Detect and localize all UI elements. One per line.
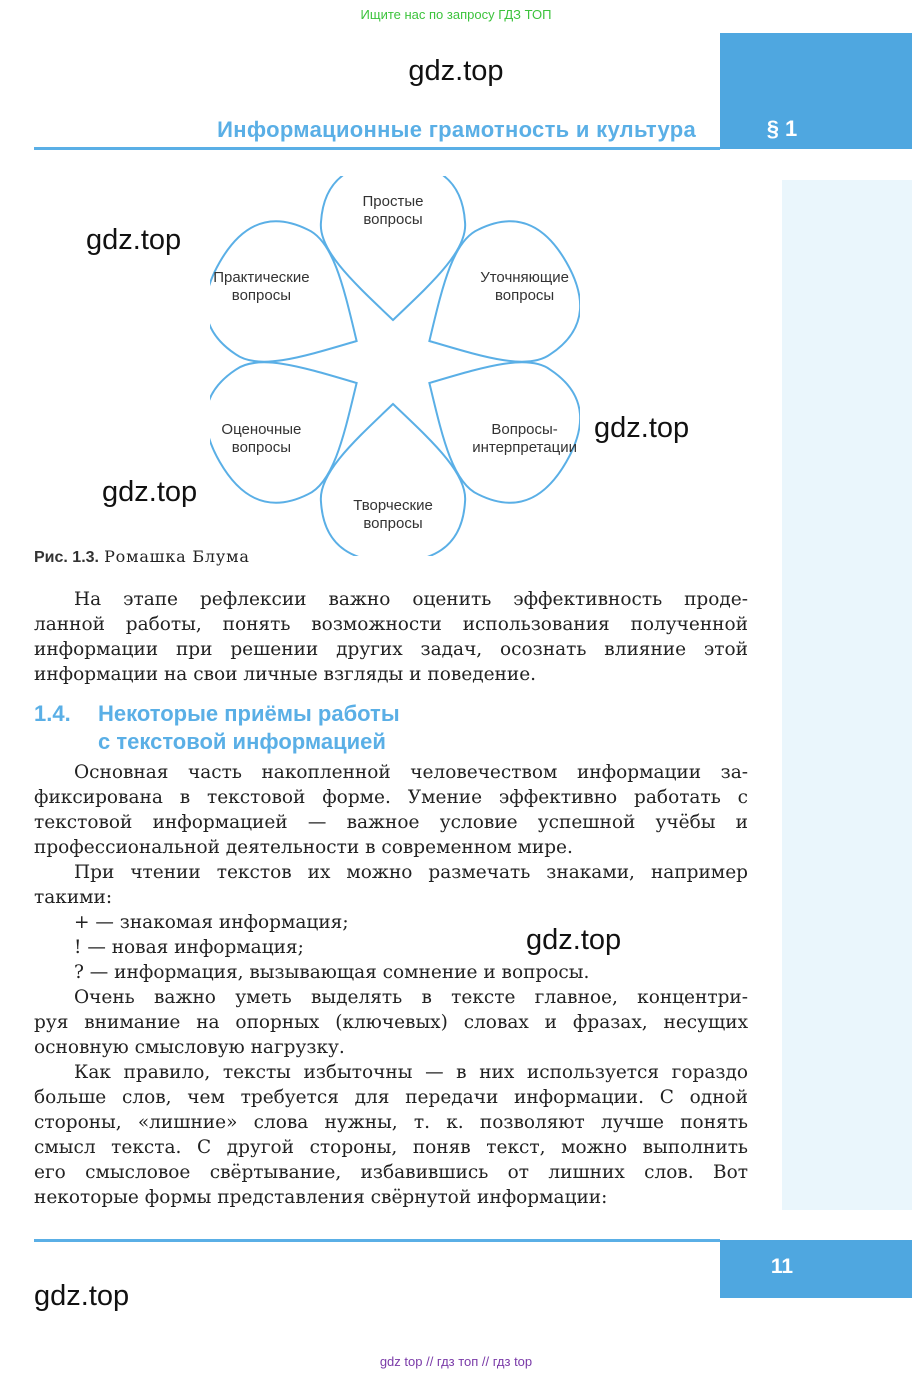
watermark-left: gdz.top	[86, 224, 182, 256]
petal-label: Уточняющие	[480, 269, 569, 286]
paragraph-3-line: такими:	[34, 887, 113, 908]
petal-label: вопросы	[231, 287, 292, 304]
petal-label: вопросы	[494, 287, 555, 304]
watermark-lower-left: gdz.top	[102, 476, 198, 508]
paragraph-5-line: Как правило, тексты избыточны — в них используется гораздо	[74, 1062, 748, 1083]
paragraph-5-line: больше слов, чем требуется для передачи информации. С одной	[34, 1087, 748, 1108]
paragraph-5-line: его смысловое свёртывание, избавившись от лишних слов. Вот	[34, 1162, 748, 1183]
petal-label: вопросы	[231, 439, 292, 456]
petal-label: Простые	[362, 193, 424, 210]
paragraph-4-line: руя внимание на опорных (ключевых) словах и фразах, несущих	[34, 1012, 748, 1033]
paragraph-4-line: Очень важно уметь выделять в тексте главное, концентри-	[74, 987, 748, 1008]
watermark-middle: gdz.top	[526, 924, 622, 956]
section-heading	[34, 700, 400, 756]
petal-label: Практические	[213, 269, 310, 286]
mark-doubt: ? — информация, вызывающая сомнение и вопросы.	[74, 962, 590, 983]
mark-known: + — знакомая информация;	[74, 912, 349, 933]
bloom-chamomile-diagram	[210, 176, 580, 556]
footer-rule	[34, 1239, 720, 1242]
paragraph-5-line: некоторые формы представления свёрнутой информации:	[34, 1187, 608, 1208]
page-number: 11	[770, 1255, 794, 1278]
section-title-line-1: Некоторые приёмы работы	[98, 701, 400, 726]
paragraph-5-line: смысл текста. С другой стороны, поняв текст, можно выполнить	[34, 1137, 748, 1158]
figure-number: Рис. 1.3.	[34, 549, 99, 566]
chapter-title: Информационные грамотность и культура	[217, 117, 696, 142]
section-label: § 1	[766, 116, 798, 141]
watermark-footer: gdz.top	[34, 1280, 130, 1312]
paragraph-2-line: текстовой информацией — важное условие успешной учёбы и	[34, 812, 748, 833]
section-title-line-2: с текстовой информацией	[98, 729, 386, 754]
paragraph-2-line: профессиональной деятельности в современном мире.	[34, 837, 573, 858]
petal-label: интерпретации	[472, 439, 577, 456]
paragraph-3-line: При чтении текстов их можно размечать знаками, например	[74, 862, 748, 883]
petal-label: вопросы	[363, 515, 423, 532]
header-rule	[34, 147, 720, 150]
figure-text: Ромашка Блума	[104, 547, 250, 566]
paragraph-1-line: информации при решении других задач, осознать влияние этой	[34, 639, 748, 660]
section-number: 1.4.	[34, 701, 71, 726]
paragraph-2-line: Основная часть накопленной человечеством информации за-	[74, 762, 748, 783]
side-panel	[782, 180, 912, 1210]
petal-label: Оценочные	[221, 421, 302, 438]
paragraph-5-line: стороны, «лишние» слова нужны, т. к. позволяют лучше понять	[34, 1112, 748, 1133]
top-notice[interactable]: Ищите нас по запросу ГДЗ ТОП	[360, 7, 552, 22]
bottom-links[interactable]: gdz top // гдз топ // гдз top	[379, 1354, 533, 1369]
figure-caption	[34, 547, 250, 567]
petal-label: вопросы	[363, 211, 423, 228]
paragraph-1-line: На этапе рефлексии важно оценить эффективность проде-	[74, 589, 748, 610]
paragraph-2-line: фиксирована в текстовой форме. Умение эффективно работать с	[34, 787, 748, 808]
paragraph-4-line: основную смысловую нагрузку.	[34, 1037, 345, 1058]
petal-label: Вопросы-	[491, 421, 558, 438]
watermark-right: gdz.top	[594, 412, 690, 444]
mark-new: ! — новая информация;	[74, 937, 304, 958]
watermark-header: gdz.top	[408, 55, 504, 87]
petal-label: Творческие	[353, 497, 433, 514]
paragraph-1-line: ланной работы, понять возможности использования полученной	[34, 614, 748, 635]
paragraph-1-line: информации на свои личные взгляды и поведение.	[34, 664, 537, 685]
